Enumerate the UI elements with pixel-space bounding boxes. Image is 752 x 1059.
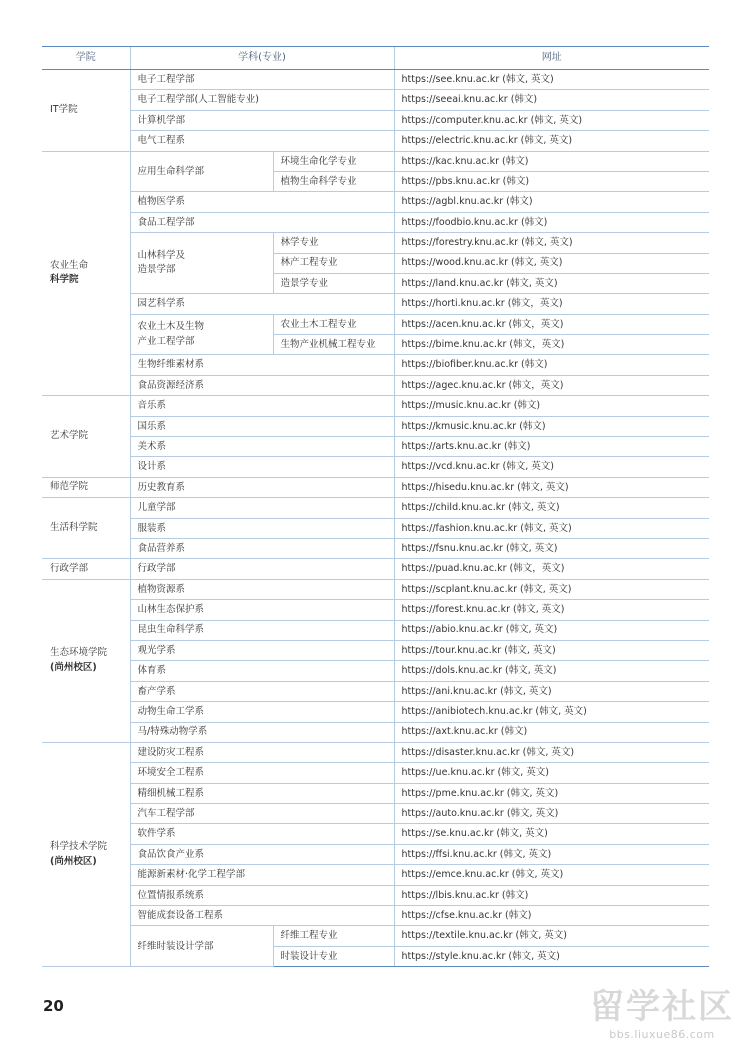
text-line: 艺术学院 bbox=[50, 430, 89, 442]
text-line: 产业工程学部 bbox=[137, 335, 195, 347]
table-row bbox=[42, 763, 709, 783]
table-row bbox=[42, 702, 709, 722]
table-row bbox=[42, 70, 709, 90]
department-cell: 音乐系 bbox=[130, 396, 394, 416]
college-cell bbox=[42, 151, 130, 396]
department-cell: 电子工程学部 bbox=[130, 70, 394, 90]
website-cell: https://auto.knu.ac.kr (韩文, 英文) bbox=[394, 804, 709, 824]
header-college: 学院 bbox=[42, 47, 130, 70]
table-row bbox=[42, 131, 709, 151]
department-cell: 环境安全工程系 bbox=[130, 763, 394, 783]
website-cell: https://pme.knu.ac.kr (韩文, 英文) bbox=[394, 783, 709, 803]
department-cell: 行政学部 bbox=[130, 559, 394, 579]
department-cell: 儿童学部 bbox=[130, 498, 394, 518]
website-cell: https://ffsi.knu.ac.kr (韩文, 英文) bbox=[394, 844, 709, 864]
website-cell: https://arts.knu.ac.kr (韩文) bbox=[394, 437, 709, 457]
website-cell: https://cfse.knu.ac.kr (韩文) bbox=[394, 906, 709, 926]
table-row bbox=[42, 600, 709, 620]
department-cell: 昆虫生命科学系 bbox=[130, 620, 394, 640]
website-cell: https://bime.knu.ac.kr (韩文，英文) bbox=[394, 335, 709, 355]
website-cell: https://kac.knu.ac.kr (韩文) bbox=[394, 151, 709, 171]
table-row bbox=[42, 192, 709, 212]
table-row bbox=[42, 477, 709, 497]
college-cell bbox=[42, 477, 130, 497]
table-header-row bbox=[42, 47, 709, 70]
website-cell: https://tour.knu.ac.kr (韩文, 英文) bbox=[394, 640, 709, 660]
major-cell: 植物生命科学专业 bbox=[273, 171, 394, 191]
department-cell: 位置情报系统系 bbox=[130, 885, 394, 905]
table-row bbox=[42, 538, 709, 558]
table-body bbox=[42, 70, 709, 967]
text-line: 造景学部 bbox=[137, 264, 176, 276]
text-line: 农业土木及生物 bbox=[137, 321, 205, 333]
website-cell: https://se.knu.ac.kr (韩文, 英文) bbox=[394, 824, 709, 844]
website-cell: https://see.knu.ac.kr (韩文, 英文) bbox=[394, 70, 709, 90]
department-cell: 设计系 bbox=[130, 457, 394, 477]
website-cell: https://ue.knu.ac.kr (韩文, 英文) bbox=[394, 763, 709, 783]
website-cell: https://ani.knu.ac.kr (韩文, 英文) bbox=[394, 681, 709, 701]
website-cell: https://music.knu.ac.kr (韩文) bbox=[394, 396, 709, 416]
department-cell: 精细机械工程系 bbox=[130, 783, 394, 803]
table-row bbox=[42, 906, 709, 926]
major-cell: 纤维工程专业 bbox=[273, 926, 394, 946]
major-cell: 时装设计专业 bbox=[273, 946, 394, 966]
website-cell: https://kmusic.knu.ac.kr (韩文) bbox=[394, 416, 709, 436]
table-row bbox=[42, 498, 709, 518]
department-cell: 植物医学系 bbox=[130, 192, 394, 212]
table-row bbox=[42, 885, 709, 905]
website-cell: https://forestry.knu.ac.kr (韩文, 英文) bbox=[394, 233, 709, 253]
website-cell: https://emce.knu.ac.kr (韩文, 英文) bbox=[394, 865, 709, 885]
table-row bbox=[42, 742, 709, 762]
department-cell: 智能成套设备工程系 bbox=[130, 906, 394, 926]
college-cell bbox=[42, 498, 130, 559]
text-line: 科学院 bbox=[50, 274, 79, 286]
table-row bbox=[42, 294, 709, 314]
department-cell: 汽车工程学部 bbox=[130, 804, 394, 824]
table-row bbox=[42, 681, 709, 701]
table-row bbox=[42, 661, 709, 681]
text-line: 师范学院 bbox=[50, 481, 89, 493]
department-cell: 纤维时装设计学部 bbox=[130, 926, 273, 967]
text-line: IT学院 bbox=[50, 103, 78, 115]
website-cell: https://land.knu.ac.kr (韩文, 英文) bbox=[394, 273, 709, 293]
website-cell: https://foodbio.knu.ac.kr (韩文) bbox=[394, 212, 709, 232]
text-line: 行政学部 bbox=[50, 562, 89, 574]
department-cell: 体育系 bbox=[130, 661, 394, 681]
text-line: (尚州校区) bbox=[50, 661, 97, 673]
table-row bbox=[42, 640, 709, 660]
table-row bbox=[42, 926, 709, 946]
text-line: (尚州校区) bbox=[50, 855, 97, 867]
page-number: 20 bbox=[43, 997, 64, 1015]
department-cell: 园艺科学系 bbox=[130, 294, 394, 314]
text-line: 山林科学及 bbox=[137, 249, 186, 261]
table-row bbox=[42, 722, 709, 742]
website-cell: https://acen.knu.ac.kr (韩文，英文) bbox=[394, 314, 709, 334]
department-cell: 食品营养系 bbox=[130, 538, 394, 558]
table-row bbox=[42, 579, 709, 599]
table-row bbox=[42, 824, 709, 844]
major-cell: 生物产业机械工程专业 bbox=[273, 335, 394, 355]
department-cell: 动物生命工学系 bbox=[130, 702, 394, 722]
department-cell: 美术系 bbox=[130, 437, 394, 457]
website-cell: https://scplant.knu.ac.kr (韩文, 英文) bbox=[394, 579, 709, 599]
department-cell: 山林生态保护系 bbox=[130, 600, 394, 620]
website-cell: https://anibiotech.knu.ac.kr (韩文, 英文) bbox=[394, 702, 709, 722]
department-cell: 历史教育系 bbox=[130, 477, 394, 497]
table-row bbox=[42, 437, 709, 457]
department-cell: 应用生命科学部 bbox=[130, 151, 273, 192]
website-cell: https://agec.knu.ac.kr (韩文，英文) bbox=[394, 375, 709, 395]
department-cell: 生物纤维素材系 bbox=[130, 355, 394, 375]
website-cell: https://child.knu.ac.kr (韩文, 英文) bbox=[394, 498, 709, 518]
website-cell: https://lbis.knu.ac.kr (韩文) bbox=[394, 885, 709, 905]
department-cell: 电子工程学部(人工智能专业) bbox=[130, 90, 394, 110]
table-row bbox=[42, 416, 709, 436]
college-cell bbox=[42, 579, 130, 742]
website-cell: https://dols.knu.ac.kr (韩文, 英文) bbox=[394, 661, 709, 681]
major-cell: 造景学专业 bbox=[273, 273, 394, 293]
watermark-logo-text: 留学社区 bbox=[590, 987, 734, 1027]
website-cell: https://fashion.knu.ac.kr (韩文, 英文) bbox=[394, 518, 709, 538]
website-cell: https://hisedu.knu.ac.kr (韩文, 英文) bbox=[394, 477, 709, 497]
website-cell: https://abio.knu.ac.kr (韩文, 英文) bbox=[394, 620, 709, 640]
department-cell: 软件学系 bbox=[130, 824, 394, 844]
table-row bbox=[42, 457, 709, 477]
department-cell: 电气工程系 bbox=[130, 131, 394, 151]
college-cell bbox=[42, 396, 130, 478]
website-cell: https://biofiber.knu.ac.kr (韩文) bbox=[394, 355, 709, 375]
table-row bbox=[42, 518, 709, 538]
text-line: 科学技术学院 bbox=[50, 840, 108, 852]
text-line: 农业生命 bbox=[50, 259, 89, 271]
table-row bbox=[42, 110, 709, 130]
table-row bbox=[42, 233, 709, 253]
website-cell: https://computer.knu.ac.kr (韩文, 英文) bbox=[394, 110, 709, 130]
department-cell: 食品工程学部 bbox=[130, 212, 394, 232]
website-cell: https://seeai.knu.ac.kr (韩文) bbox=[394, 90, 709, 110]
header-website: 网址 bbox=[394, 47, 709, 70]
department-cell bbox=[130, 233, 273, 294]
college-cell bbox=[42, 742, 130, 966]
table-row bbox=[42, 355, 709, 375]
website-cell: https://wood.knu.ac.kr (韩文, 英文) bbox=[394, 253, 709, 273]
department-cell: 食品资源经济系 bbox=[130, 375, 394, 395]
college-website-table bbox=[42, 46, 709, 967]
major-cell: 农业土木工程专业 bbox=[273, 314, 394, 334]
college-cell bbox=[42, 70, 130, 152]
text-line: 生活科学院 bbox=[50, 521, 98, 533]
department-cell: 畜产学系 bbox=[130, 681, 394, 701]
table-row bbox=[42, 559, 709, 579]
department-cell: 能源新素材·化学工程学部 bbox=[130, 865, 394, 885]
website-cell: https://horti.knu.ac.kr (韩文，英文) bbox=[394, 294, 709, 314]
table-row bbox=[42, 844, 709, 864]
table-row bbox=[42, 396, 709, 416]
website-cell: https://vcd.knu.ac.kr (韩文, 英文) bbox=[394, 457, 709, 477]
college-cell bbox=[42, 559, 130, 579]
department-cell: 建设防灾工程系 bbox=[130, 742, 394, 762]
table-row bbox=[42, 865, 709, 885]
website-cell: https://disaster.knu.ac.kr (韩文, 英文) bbox=[394, 742, 709, 762]
table-row bbox=[42, 151, 709, 171]
department-cell: 食品饮食产业系 bbox=[130, 844, 394, 864]
major-cell: 环境生命化学专业 bbox=[273, 151, 394, 171]
table-row bbox=[42, 804, 709, 824]
header-major: 学科(专业) bbox=[130, 47, 394, 70]
department-cell: 服装系 bbox=[130, 518, 394, 538]
website-cell: https://forest.knu.ac.kr (韩文, 英文) bbox=[394, 600, 709, 620]
text-line: 生态环境学院 bbox=[50, 647, 108, 659]
department-cell: 马/特殊动物学系 bbox=[130, 722, 394, 742]
website-cell: https://fsnu.knu.ac.kr (韩文, 英文) bbox=[394, 538, 709, 558]
major-cell: 林产工程专业 bbox=[273, 253, 394, 273]
department-cell bbox=[130, 314, 273, 355]
department-cell: 植物资源系 bbox=[130, 579, 394, 599]
department-cell: 国乐系 bbox=[130, 416, 394, 436]
department-cell: 计算机学部 bbox=[130, 110, 394, 130]
website-cell: https://style.knu.ac.kr (韩文, 英文) bbox=[394, 946, 709, 966]
table-row bbox=[42, 314, 709, 334]
website-cell: https://textile.knu.ac.kr (韩文, 英文) bbox=[394, 926, 709, 946]
major-cell: 林学专业 bbox=[273, 233, 394, 253]
watermark bbox=[590, 987, 734, 1041]
table-row bbox=[42, 783, 709, 803]
website-cell: https://axt.knu.ac.kr (韩文) bbox=[394, 722, 709, 742]
table-row bbox=[42, 620, 709, 640]
website-cell: https://agbl.knu.ac.kr (韩文) bbox=[394, 192, 709, 212]
table-row bbox=[42, 212, 709, 232]
website-cell: https://puad.knu.ac.kr (韩文，英文) bbox=[394, 559, 709, 579]
website-cell: https://electric.knu.ac.kr (韩文, 英文) bbox=[394, 131, 709, 151]
table-row bbox=[42, 90, 709, 110]
watermark-url: bbs.liuxue86.com bbox=[609, 1028, 715, 1041]
table-row bbox=[42, 375, 709, 395]
department-cell: 观光学系 bbox=[130, 640, 394, 660]
website-cell: https://pbs.knu.ac.kr (韩文) bbox=[394, 171, 709, 191]
